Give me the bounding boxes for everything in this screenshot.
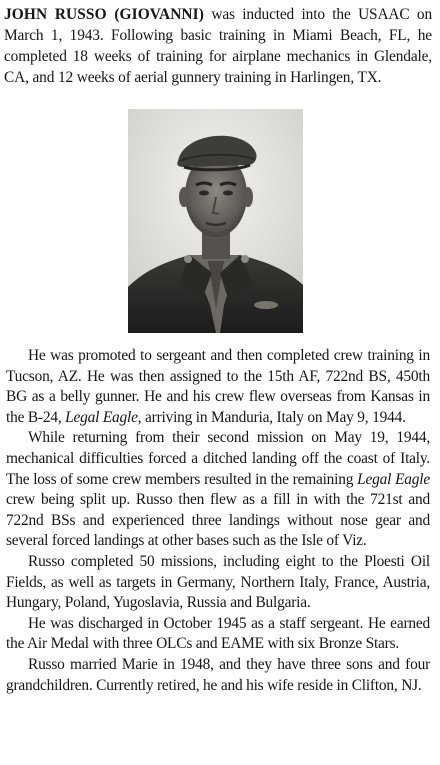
paragraph-promotion: [6, 346, 430, 428]
aircraft-name: Legal Eagle: [65, 408, 138, 426]
paragraph-family: Russo married Marie in 1948, and they have three sons and four grandchildren. Currently retired, he and his wife reside in Clifton, NJ.: [6, 655, 430, 694]
paragraph-text: crew being split up. Russo then flew as a fill in with the 721st and 722nd BSs and experienced three landings without nose gear and several forced landings at other bases such as the Isle of Viz.: [6, 491, 430, 550]
paragraph-text: He was promoted to sergeant and then completed crew training in Tucson, AZ. He was then assigned to the 15th AF, 722nd BS, 450th BG as a belly gunner. He and his crew flew overseas from Kansas in the B-24,: [6, 347, 430, 426]
aircraft-name: Legal Eagle: [357, 470, 430, 488]
portrait-figure: [128, 109, 303, 333]
paragraph-discharge: He was discharged in October 1945 as a staff sergeant. He earned the Air Medal with three OLCs and EAME with six Bronze Stars.: [6, 614, 430, 653]
paragraph-ditched-landing: [6, 428, 430, 552]
veteran-name: JOHN RUSSO (GIOVANNI): [4, 6, 204, 23]
biography-body: [6, 346, 430, 696]
portrait-photo: [128, 109, 303, 333]
paragraph-text: While returning from their second mission on May 19, 1944, mechanical difficulties forced a ditched landing off the coast of Italy. The loss of some crew members resulted in the remaining: [6, 429, 430, 488]
intro-text: was inducted into the USAAC on March 1, 1943. Following basic training in Miami Beach, FL, he completed 18 weeks of training for airplane mechanics in Glendale, CA, and 12 weeks of aerial gunnery training in Harlingen, TX.: [4, 6, 432, 86]
paragraph-text: , arriving in Manduria, Italy on May 9, 1944.: [137, 408, 406, 426]
intro-paragraph: [4, 4, 432, 88]
paragraph-missions: Russo completed 50 missions, including eight to the Ploesti Oil Fields, as well as targets in Germany, Northern Italy, France, Austria, Hungary, Poland, Yugoslavia, Russia and Bulgaria.: [6, 552, 430, 612]
